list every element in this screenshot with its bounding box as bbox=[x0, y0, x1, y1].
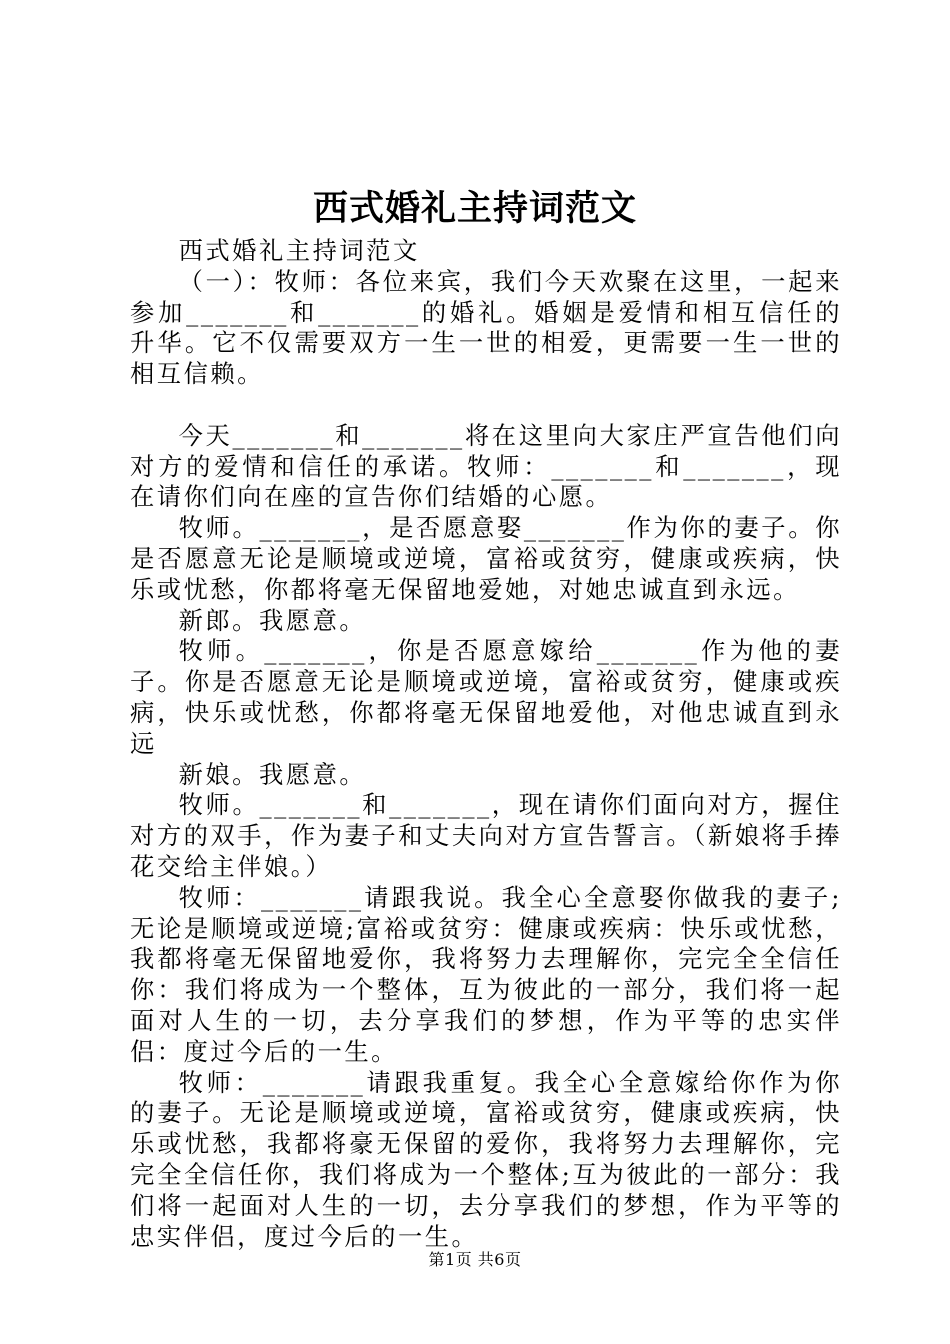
paragraph-announcement: 今天_______和_______将在这里向大家庄严宣告他们向对方的爱情和信任的承诺。牧师：_______和_______，现在请你们向在座的宣告你们结婚的心愿。 bbox=[130, 420, 842, 512]
paragraph-intro: （一）：牧师：各位来宾，我们今天欢聚在这里，一起来参加_______和_______的婚礼。婚姻是爱情和相互信任的升华。它不仅需要双方一生一世的相爱，更需要一生一世的相互信赖。 bbox=[130, 266, 842, 389]
subtitle-paragraph: 西式婚礼主持词范文 bbox=[178, 236, 420, 265]
document-body bbox=[130, 236, 842, 1252]
paragraph-bride-vow: 牧师：_______请跟我重复。我全心全意嫁给你作为你的妻子。无论是顺境或逆境，富裕或贫穷，健康或疾病，快乐或忧愁，我都将豪无保留的爱你，我将努力去理解你，完完全全信任你，我们将成为一个整体;互为彼此的一部分：我们将一起面对人生的一切，去分享我们的梦想，作为平等的忠实伴侣，度过今后的一生。 bbox=[130, 1067, 842, 1251]
paragraph-face-each-other: 牧师。_______和_______，现在请你们面向对方，握住对方的双手，作为妻子和丈夫向对方宣告誓言。（新娘将手捧花交给主伴娘。） bbox=[130, 790, 842, 881]
paragraph-groom-question: 牧师。_______，是否愿意娶_______作为你的妻子。你是否愿意无论是顺境或逆境，富裕或贫穷，健康或疾病，快乐或忧愁，你都将毫无保留地爱她，对她忠诚直到永远。 bbox=[130, 513, 842, 604]
paragraph-groom-answer: 新郎。我愿意。 bbox=[178, 605, 367, 635]
paragraph-bride-answer: 新娘。我愿意。 bbox=[178, 759, 367, 789]
paragraph-groom-vow: 牧师：_______请跟我说。我全心全意娶你做我的妻子;无论是顺境或逆境;富裕或贫穷：健康或疾病：快乐或忧愁，我都将毫无保留地爱你，我将努力去理解你，完完全全信任你：我们将成为一个整体，互为彼此的一部分，我们将一起面对人生的一切，去分享我们的梦想，作为平等的忠实伴侣：度过今后的一生。 bbox=[130, 882, 842, 1066]
page-footer: 第1页 共6页 bbox=[428, 1250, 522, 1269]
document-title: 西式婚礼主持词范文 bbox=[312, 188, 637, 229]
paragraph-bride-question: 牧师。_______，你是否愿意嫁给_______作为他的妻子。你是否愿意无论是顺境或逆境，富裕或贫穷，健康或疾病，快乐或忧愁，你都将毫无保留地爱他，对他忠诚直到永远 bbox=[130, 636, 842, 758]
